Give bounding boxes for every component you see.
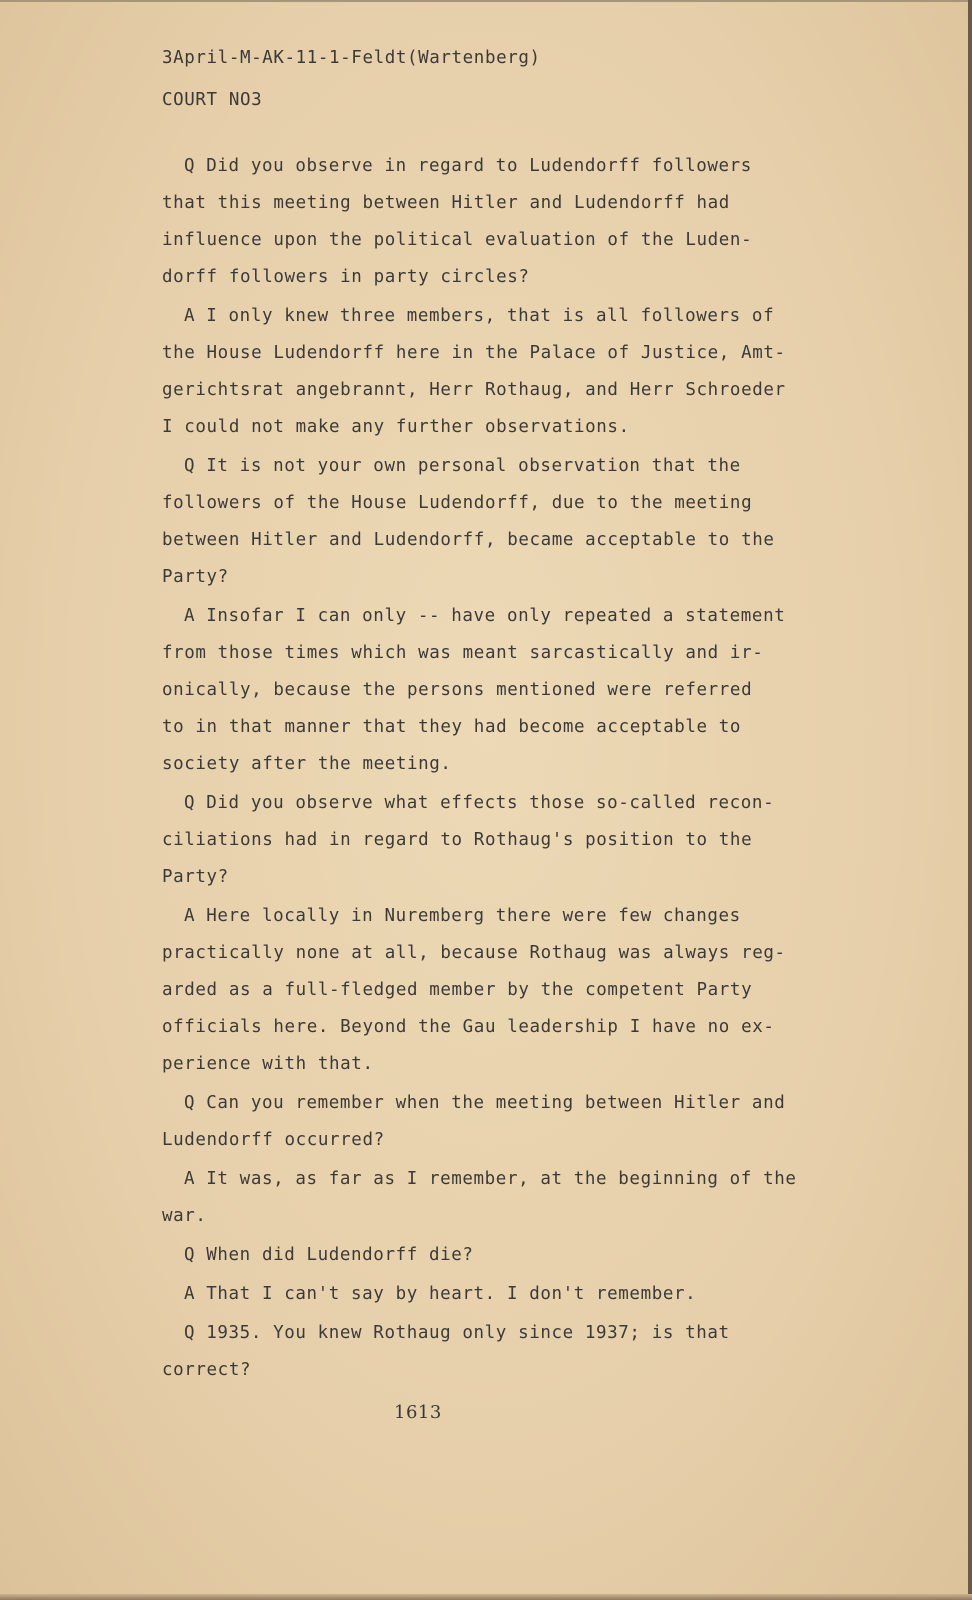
question-paragraph: Q When did Ludendorff die?: [184, 1245, 474, 1265]
page-top-edge: [0, 0, 972, 2]
page-bottom-edge: [0, 1594, 972, 1600]
page-right-edge: [968, 0, 972, 1600]
answer-paragraph: A It was, as far as I remember, at the beginning of the war.: [162, 1169, 797, 1226]
case-identifier: 3April-M-AK-11-1-Feldt(Wartenberg): [162, 48, 541, 68]
court-number: COURT NO3: [162, 90, 263, 110]
answer-paragraph: A I only knew three members, that is all followers of the House Ludendorff here in the Palace of Justice, Amt- gerichtsrat angebrannt, Herr Rothaug, and Herr Schroeder I could not make any further observations.: [162, 306, 786, 437]
answer-paragraph: A Here locally in Nuremberg there were few changes practically none at all, because Rothaug was always reg- arded as a full-fledged member by the competent Party officials here. Beyond the Gau leadership I have no ex- perience with that.: [162, 906, 786, 1074]
question-paragraph: Q Did you observe what effects those so-called recon- ciliations had in regard to Rothaug's position to the Party?: [162, 793, 775, 887]
question-paragraph: Q It is not your own personal observation that the followers of the House Ludendorff, due to the meeting between Hitler and Ludendorff, became acceptable to the Party?: [162, 456, 775, 587]
page-number: 1613: [394, 1402, 442, 1423]
answer-paragraph: A Insofar I can only -- have only repeated a statement from those times which was meant sarcastically and ir- onically, because the persons mentioned were referred to in that manner that they had become acceptable to society after the meeting.: [162, 606, 786, 774]
answer-paragraph: A That I can't say by heart. I don't remember.: [184, 1284, 697, 1304]
question-paragraph: Q Did you observe in regard to Ludendorff followers that this meeting between Hitler and Ludendorff had influence upon the political evaluation of the Luden- dorff followers in party circles?: [162, 156, 753, 287]
question-paragraph: Q Can you remember when the meeting between Hitler and Ludendorff occurred?: [162, 1093, 786, 1150]
question-paragraph: Q 1935. You knew Rothaug only since 1937; is that correct?: [162, 1323, 730, 1380]
transcript-body: [162, 148, 882, 1389]
